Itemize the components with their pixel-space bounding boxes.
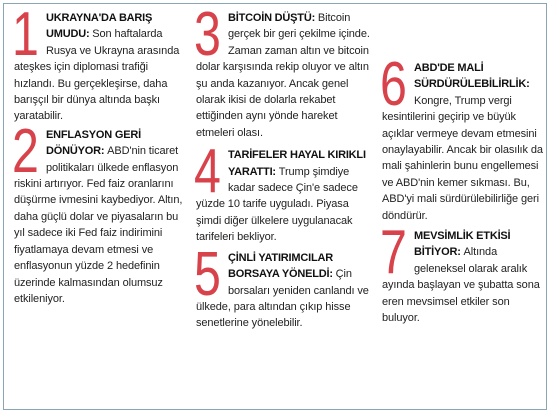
item-heading: ABD'DE MALİ SÜRDÜRÜLEBİLİRLİK: bbox=[414, 62, 530, 91]
item-heading: ENFLASYON GERİ DÖNÜYOR: bbox=[46, 128, 141, 158]
item-number: 1 bbox=[12, 0, 39, 69]
item-number: 5 bbox=[194, 239, 221, 309]
item-body: Trump şimdiye kadar sadece Çin'e sadece yüzde 10 tarife uyguladı. Piyasa şimdi diğer ülkelere uygulanacak tarifeleri bekliyor. bbox=[196, 165, 358, 244]
item-body: Son haftalarda Rusya ve Ukrayna arasında ateşkes için diplomasi trafiği hızlandı. Bu gerçekleşirse, daha barışçıl bir dünya altında başkı yaratabilir. bbox=[14, 28, 180, 123]
item-7 bbox=[380, 218, 546, 326]
item-heading: MEVSİMLİK ETKİSİ BİTİYOR: bbox=[414, 230, 511, 259]
article-box bbox=[3, 0, 547, 410]
item-number: 2 bbox=[12, 116, 39, 186]
item-number: 3 bbox=[194, 0, 221, 69]
item-heading: TARİFELER HAYAL KIRIKLI YARATTI: bbox=[228, 149, 366, 178]
item-6 bbox=[380, 50, 546, 224]
item-heading: UKRAYNA'DA BARIŞ UMUDU: bbox=[46, 12, 153, 41]
item-2 bbox=[12, 116, 186, 307]
item-heading: BİTCOİN DÜŞTÜ: bbox=[228, 12, 318, 24]
item-4 bbox=[194, 137, 370, 245]
item-body: Kongre, Trump vergi kesintilerini geçirip ve büyük açıklar vermeye devam etmesini onaylayabilir. Ancak bir olasılık da mali şahinlerin bunu engellemesi ve ABD'nin kemer sıkması. Bu, ABD'yi mali sürdürülebilirliğe geri döndürür. bbox=[382, 94, 543, 222]
item-5 bbox=[194, 239, 370, 332]
item-heading: ÇİNLİ YATIRIMCILAR BORSAYA YÖNELDİ: bbox=[228, 251, 336, 281]
item-1 bbox=[12, 0, 186, 125]
item-body: Altında geleneksel olarak aralık ayında başlayan ve şubatta sona eren mevsimsel etkiler son buluyor. bbox=[382, 246, 540, 325]
item-number: 4 bbox=[194, 137, 221, 207]
item-3 bbox=[194, 0, 370, 141]
item-body: Bitcoin gerçek bir geri çekilme içinde. Zaman zaman altın ve bitcoin dolar karşısında rekip oluyor ve altın şu anda kazanıyor. Ancak genel olarak ikisi de dolarla rekabet ettiğinden aynı yönde hareket etmeleri olası. bbox=[196, 12, 370, 139]
column-1 bbox=[12, 0, 186, 307]
item-number: 6 bbox=[380, 50, 407, 119]
item-body: ABD'nin ticaret politikaları ülkede enflasyon riskini artırıyor. Fed faiz oranlarını düşürme ivmesini kaybediyor. Altın, daha güçlü dolar ve piyasaların bu yıl sadece iki Fed faiz indirimini fiyatlamaya devam etmesi ve enflasyonun yüzde 2 hedefinin üzerinde kalmasından olumsuz etkileniyor. bbox=[14, 145, 183, 305]
column-3 bbox=[382, 10, 546, 327]
item-number: 7 bbox=[380, 218, 407, 288]
item-body: Çin borsaları yeniden canlandı ve ülkede, para altından çıkıp hisse senetlerine yönelebilir. bbox=[196, 268, 369, 330]
column-2 bbox=[194, 0, 370, 332]
